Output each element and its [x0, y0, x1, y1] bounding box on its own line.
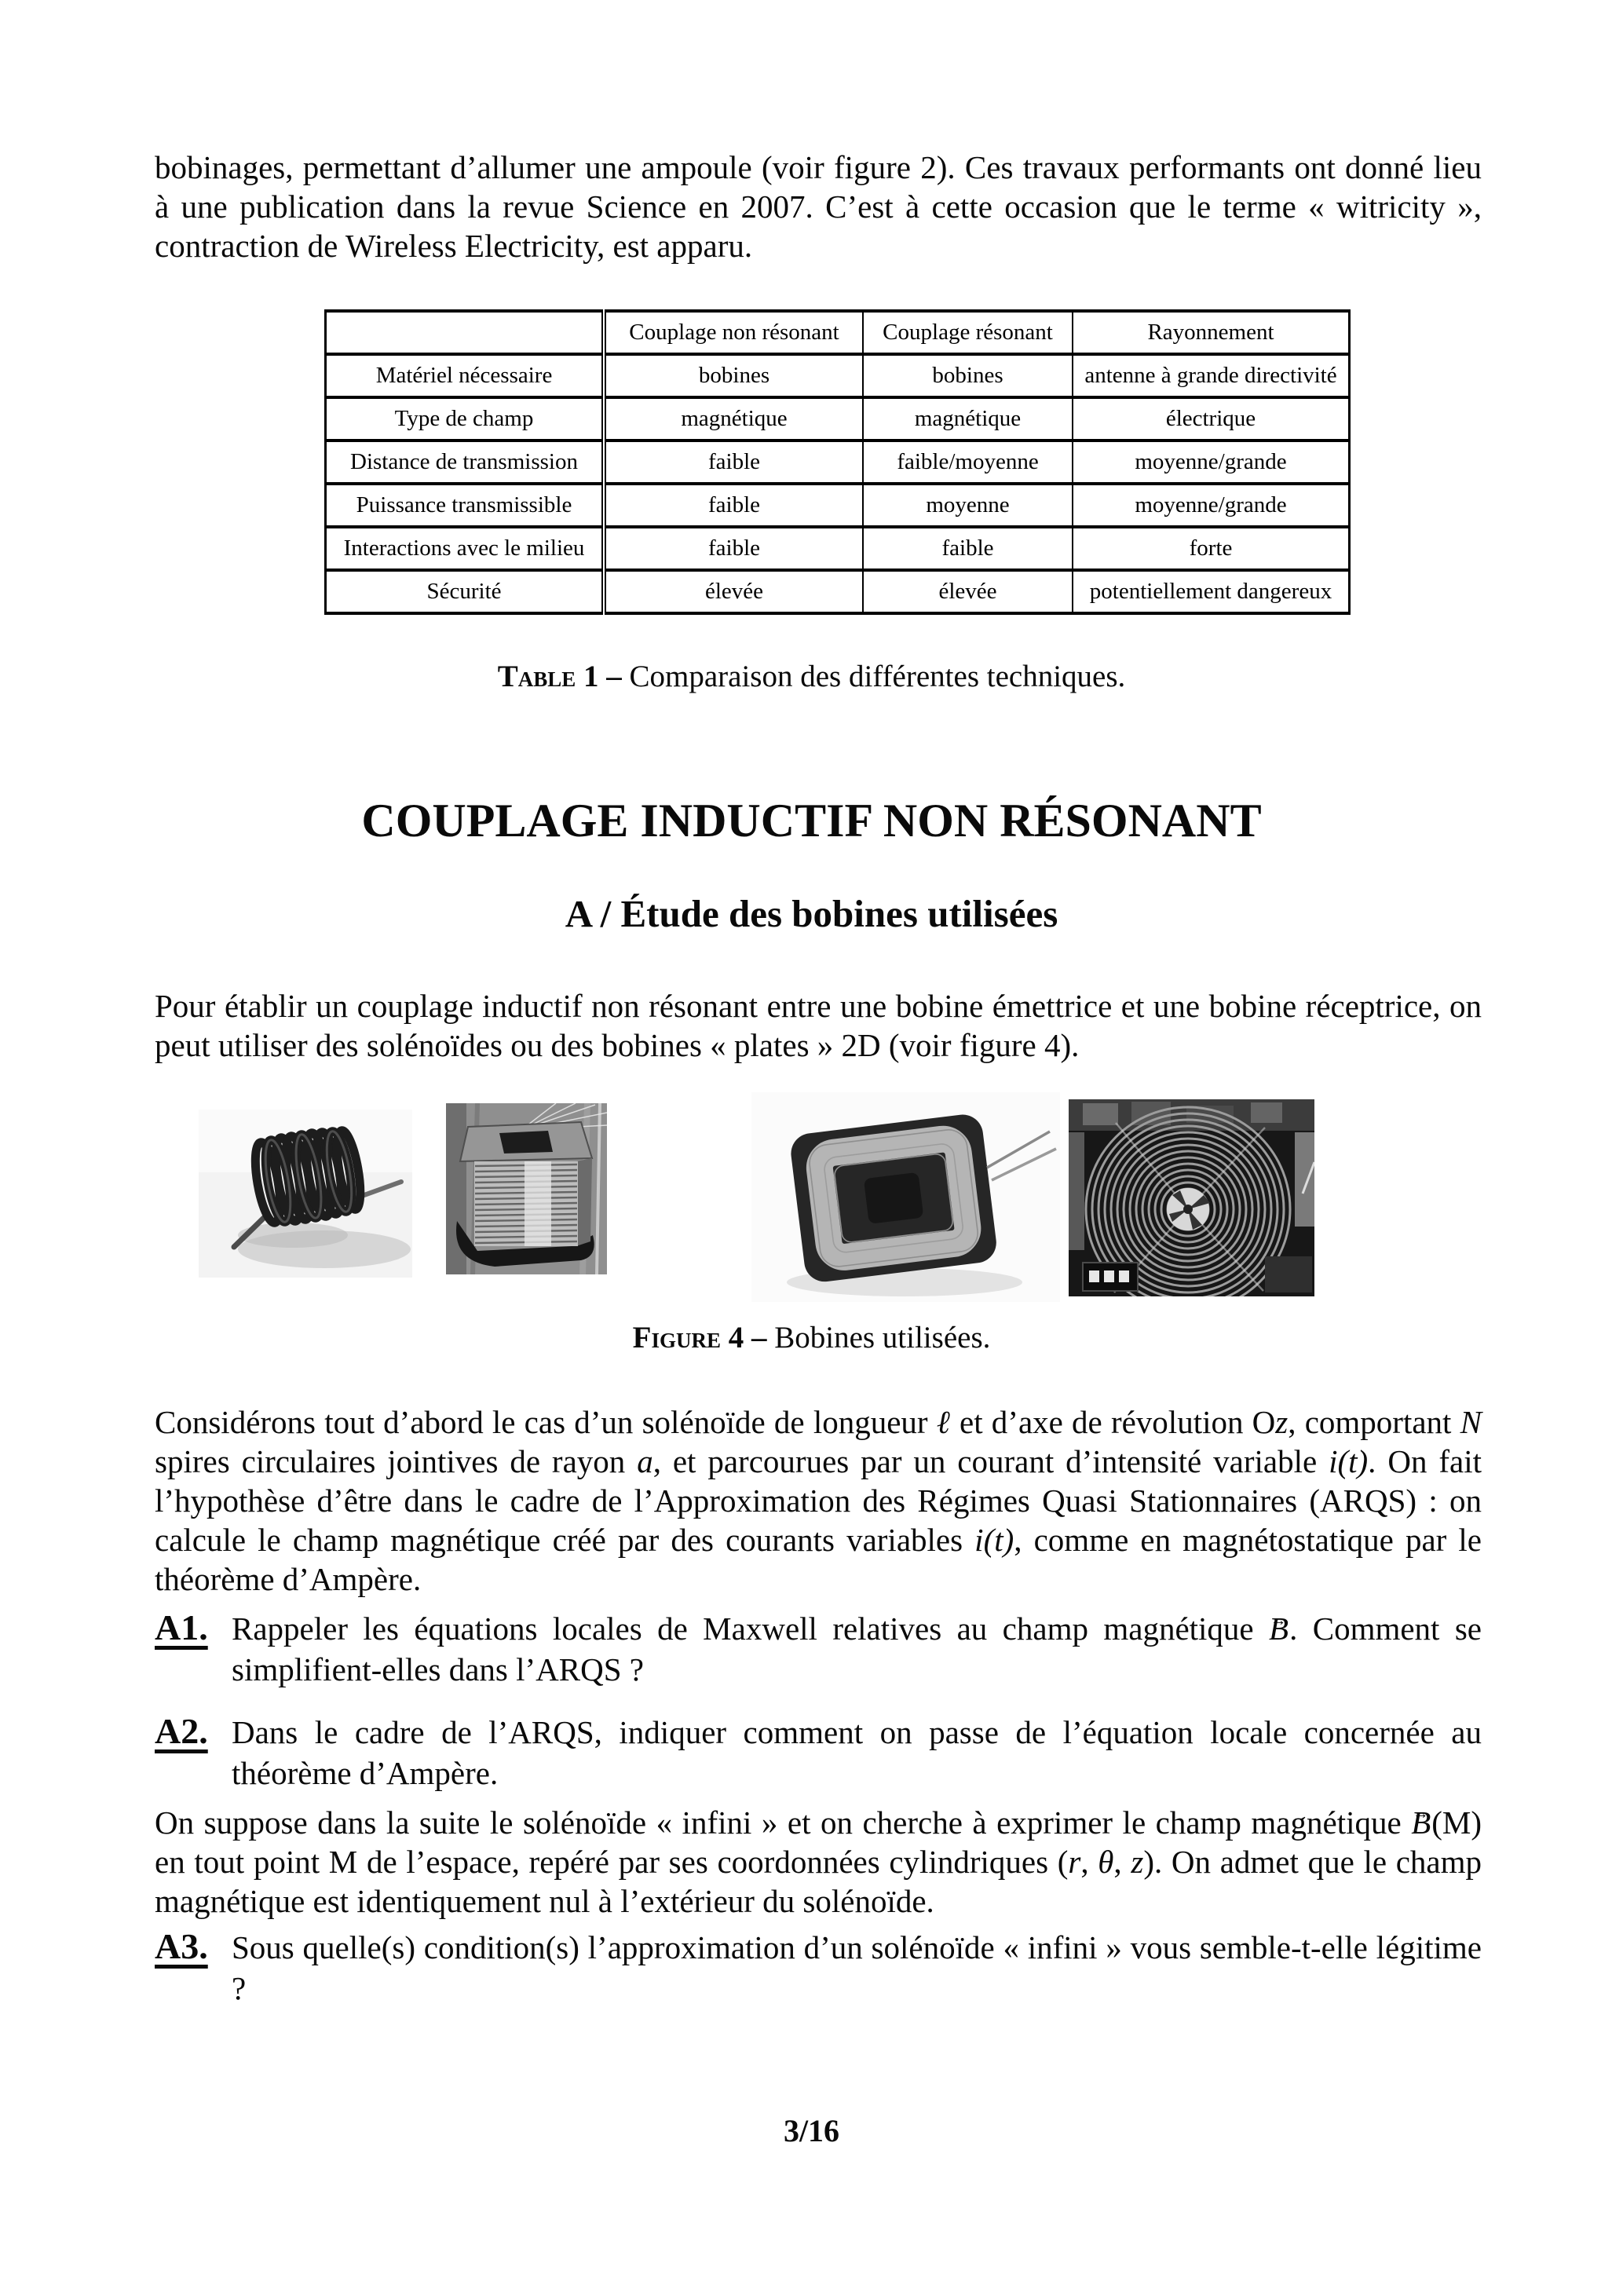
table-cell: Sécurité: [326, 570, 605, 613]
table-cell: antenne à grande directivité: [1073, 354, 1350, 397]
table-cell: élevée: [863, 570, 1073, 613]
photo-pancake-coil-inside-device: [1069, 1099, 1314, 1296]
column-header: Rayonnement: [1073, 311, 1350, 354]
page-number: 3/16: [783, 2113, 840, 2148]
table-cell: moyenne/grande: [1073, 484, 1350, 527]
table-row: [326, 484, 1350, 527]
table-header-row: [326, 311, 1350, 354]
question-A2-text: Dans le cadre de l’ARQS, indiquer comment on passe de l’équation locale concernée au théorème d’Ampère.: [232, 1714, 1482, 1791]
paragraph-solenoid: Considérons tout d’abord le cas d’un solénoïde de longueur ℓ et d’axe de révolution Oz, comportant N spires circulaires jointives de rayon a, et parcourues par un courant d’intensité variable i(t). On fait l’hypothèse d’être dans le cadre de l’Approximation des Régimes Quasi Stationnaires (ARQS) : on calcule le champ magnétique créé par des courants variables i(t), comme en magnétostatique par le théorème d’Ampère.: [155, 1404, 1482, 1597]
subsection-heading: A / Étude des bobines utilisées: [565, 892, 1058, 935]
paragraph-infinite-solenoid: On suppose dans la suite le solénoïde « infini » et on cherche à exprimer le champ magnétique B →(M) en tout point M de l’espace, repéré par ses coordonnées cylindriques (r, θ, z). On admet que le champ magnétique est identiquement nul à l’extérieur du solénoïde.: [155, 1803, 1482, 1921]
question-A1-label: A1.: [155, 1607, 208, 1647]
photo-flat-spiral-pad-coil: [751, 1092, 1060, 1302]
table-row: [326, 527, 1350, 570]
paragraph-coupling: Pour établir un couplage inductif non résonant entre une bobine émettrice et une bobine réceptrice, on peut utiliser des solénoïdes ou des bobines « plates » 2D (voir figure 4).: [155, 988, 1482, 1063]
table-cell: Distance de transmission: [326, 441, 605, 484]
figure-caption-text: Bobines utilisées.: [774, 1321, 991, 1355]
table-cell: Matériel nécessaire: [326, 354, 605, 397]
table-caption-text: Comparaison des différentes techniques.: [629, 660, 1126, 693]
table-cell: moyenne: [863, 484, 1073, 527]
question-A3: [155, 1925, 1482, 2009]
column-header: [326, 311, 605, 354]
question-A3-text: Sous quelle(s) condition(s) l’approximation d’un solénoïde « infini » vous semble-t-elle légitime ?: [232, 1929, 1482, 2006]
table-row: [326, 570, 1350, 613]
comparison-table: [324, 309, 1351, 615]
table-cell: potentiellement dangereux: [1073, 570, 1350, 613]
question-A1-text: Rappeler les équations locales de Maxwell relatives au champ magnétique B →. Comment se simplifient-elles dans l’ARQS ?: [232, 1608, 1482, 1690]
paragraph-intro: bobinages, permettant d’allumer une ampoule (voir figure 2). Ces travaux performants ont donné lieu à une publication dans la revue Science en 2007. C’est à cette occasion que le terme « witricity », contraction de Wireless Electricity, est apparu.: [155, 149, 1482, 264]
table-cell: faible: [604, 484, 863, 527]
comparison-table-body: [326, 311, 1350, 613]
table-cell: bobines: [604, 354, 863, 397]
question-A2: [155, 1710, 1482, 1793]
question-A1: [155, 1607, 1482, 1690]
table-row: [326, 354, 1350, 397]
table-cell: élevée: [604, 570, 863, 613]
table-cell: faible/moyenne: [863, 441, 1073, 484]
table-cell: Interactions avec le milieu: [326, 527, 605, 570]
column-header: Couplage résonant: [863, 311, 1073, 354]
column-header: Couplage non résonant: [604, 311, 863, 354]
table-cell: faible: [863, 527, 1073, 570]
table-caption: [0, 658, 1623, 696]
table-cell: forte: [1073, 527, 1350, 570]
table-row: [326, 397, 1350, 441]
table-cell: Puissance transmissible: [326, 484, 605, 527]
section-heading: COUPLAGE INDUCTIF NON RÉSONANT: [361, 795, 1262, 846]
question-A2-label: A2.: [155, 1711, 208, 1751]
table-cell: Type de champ: [326, 397, 605, 441]
table-cell: faible: [604, 527, 863, 570]
photo-helical-solenoid-coil: [199, 1110, 412, 1278]
photo-square-bobbin-coil-on-wood: [446, 1103, 607, 1274]
figure-caption: [0, 1319, 1623, 1357]
table-cell: moyenne/grande: [1073, 441, 1350, 484]
table-cell: magnétique: [604, 397, 863, 441]
figure-caption-label: Figure 4 –: [632, 1321, 775, 1355]
table-caption-label: Table 1 –: [497, 660, 630, 693]
table-cell: magnétique: [863, 397, 1073, 441]
table-cell: bobines: [863, 354, 1073, 397]
table-row: [326, 441, 1350, 484]
table-cell: faible: [604, 441, 863, 484]
table-cell: électrique: [1073, 397, 1350, 441]
question-A3-label: A3.: [155, 1926, 208, 1966]
